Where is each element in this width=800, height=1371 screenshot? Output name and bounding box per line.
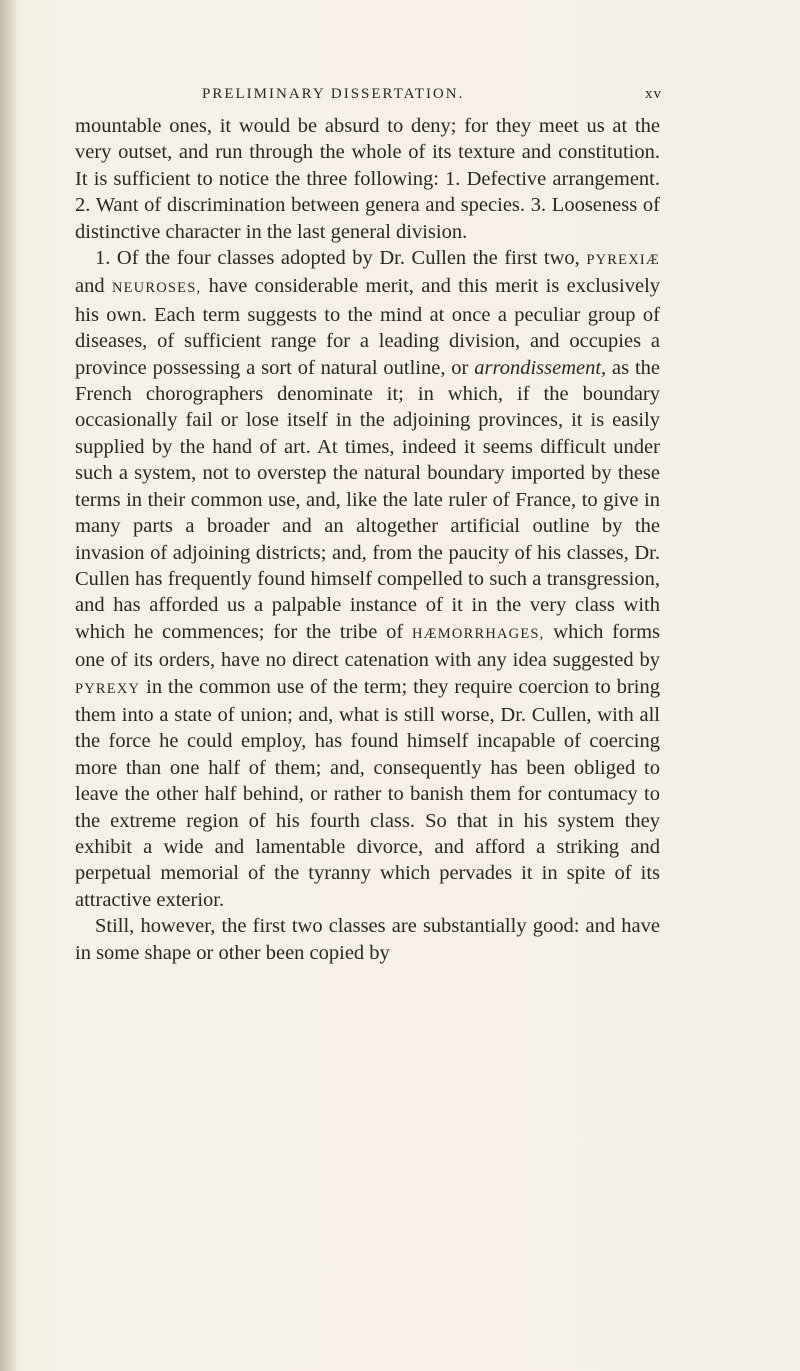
page-number: xv <box>645 86 662 102</box>
paragraph-2-text-2: and <box>75 275 105 298</box>
paragraph-2-text-6: in the common use of the term; they require coercion to bring them into a state of union; and, what is still worse, Dr. Cullen, with all the force he could employ, has found himself incapable of coercing more than one half of them; and, consequently has been obliged to leave the other half behind, or rather to banish them for contumacy to the extreme region of his fourth class. So that in his system they exhibit a wide and lamentable divorce, and afford a striking and perpetual memorial of the tyranny which pervades it in spite of its attractive exterior. <box>75 675 660 911</box>
paragraph-2-text-3: have considerable merit, and this merit is exclusively his own. Each term suggests to the mind at once a peculiar group of diseases, of sufficient range for a leading division, and occupies a province possessing a sort of natural outline, or <box>75 275 661 379</box>
paragraph-2 <box>75 245 660 913</box>
body-text <box>75 113 660 966</box>
term-pyrexiae: PYREXIÆ <box>586 252 660 269</box>
paragraph-2-text-4: as the French chorographers denominate it; in which, if the boundary occasionally fail or lose itself in the adjoining provinces, it is easily supplied by the hand of art. At times, indeed it seems difficult under such a system, not to overstep the natural boundary imported by these terms in their common use, and, like the late ruler of France, to give in many parts a broader and an altogether artificial outline by the invasion of adjoining districts; and, from the paucity of his classes, Dr. Cullen has frequently found himself compelled to such a transgression, and has afforded us a palpable instance of it in the very class with which he commences; for the tribe of <box>75 356 661 643</box>
term-pyrexy: PYREXY <box>75 680 141 697</box>
running-title: PRELIMINARY DISSERTATION. <box>202 86 465 102</box>
paragraph-3 <box>75 913 660 966</box>
paragraph-2-text-1: 1. Of the four classes adopted by Dr. Cullen the first two, <box>95 247 580 270</box>
paragraph-1-text: mountable ones, it would be absurd to deny; for they meet us at the very outset, and run through the whole of its texture and constitution. It is sufficient to notice the three following: 1. Defective arrangement. 2. Want of discrimination between genera and species. 3. Looseness of distinctive character in the last general division. <box>75 115 660 243</box>
paragraph-3-text: Still, however, the first two classes are substantially good: and have in some shape or other been copied by <box>75 915 660 964</box>
term-arrondissement: arrondissement, <box>474 356 607 379</box>
paragraph-1 <box>75 113 660 245</box>
term-neuroses: NEUROSES, <box>111 280 202 297</box>
paragraph-2-text-5: which forms one of its orders, have no direct catenation with any idea suggested by <box>75 620 660 672</box>
binding-shadow <box>0 0 18 1371</box>
term-haemorrhages: HÆMORRHAGES, <box>412 625 545 642</box>
